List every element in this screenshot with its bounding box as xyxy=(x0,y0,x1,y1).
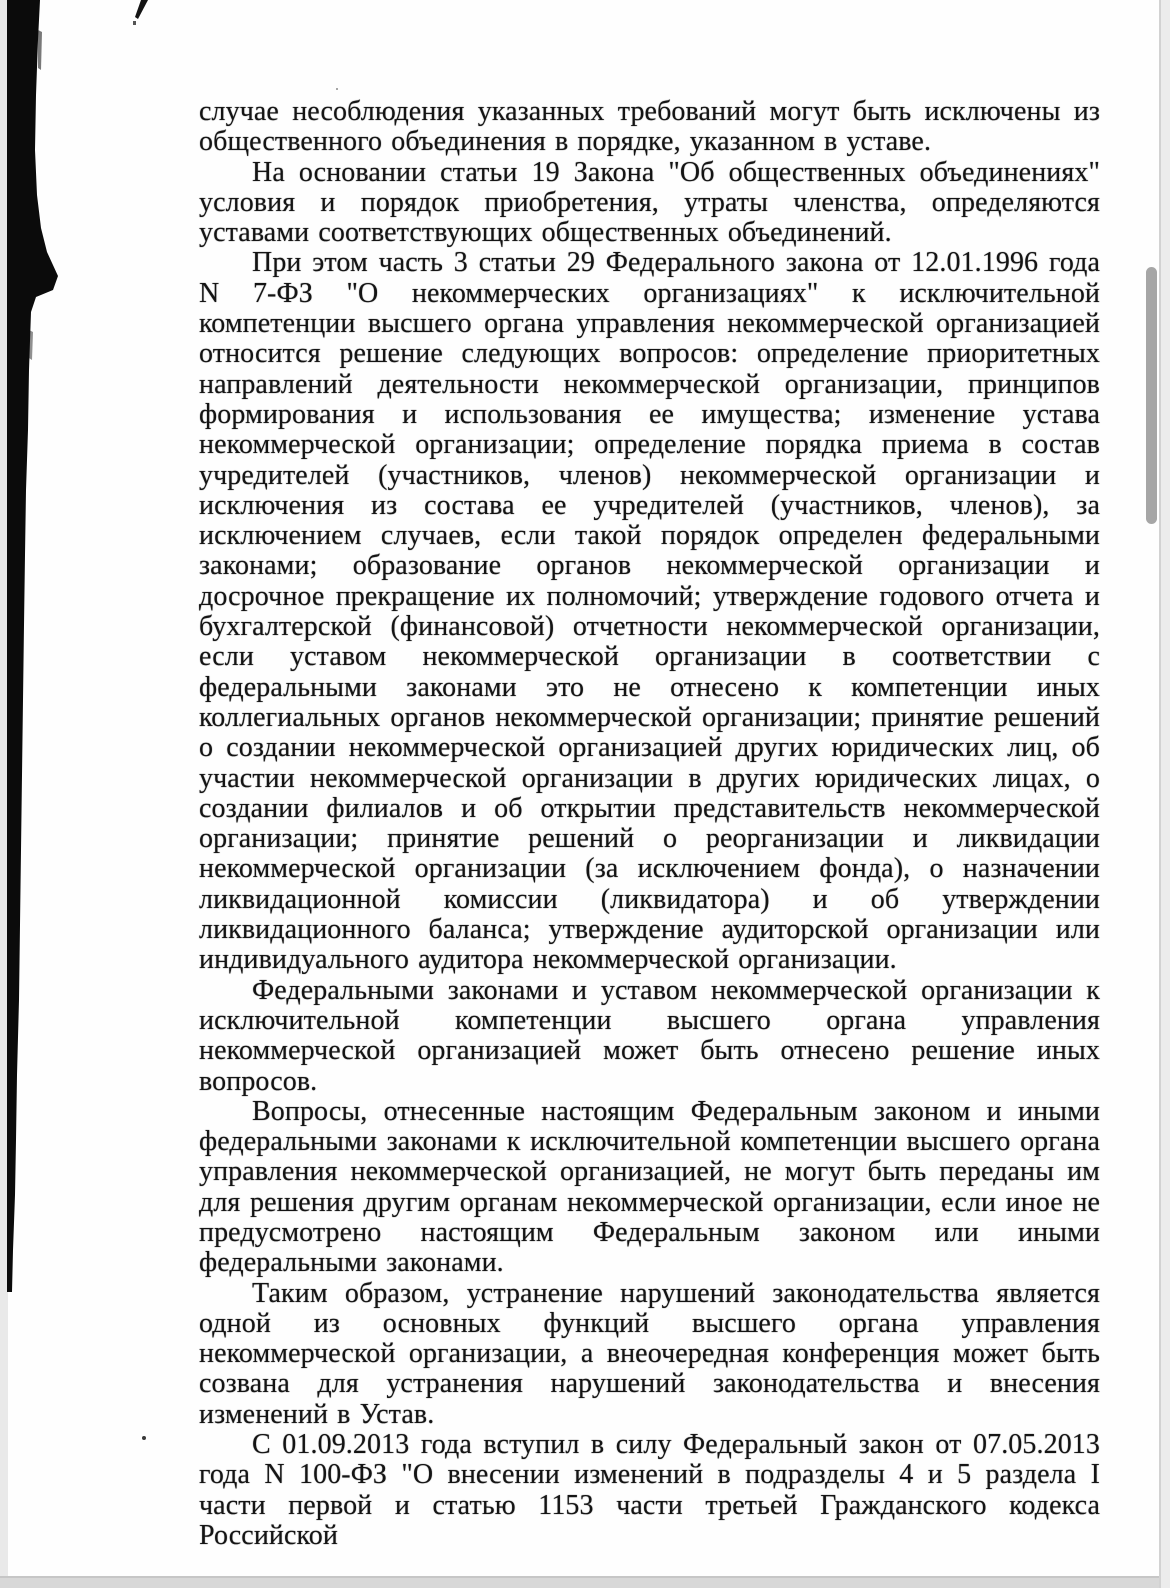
paragraph: случае несоблюдения указанных требований могут быть исключены из общественного объединения в порядке, указанном в уставе. xyxy=(199,96,1100,158)
paragraph: На основании статьи 19 Закона "Об общественных объединениях" условия и порядок приобретения, утраты членства, определяются уставами соответствующих общественных объединений. xyxy=(199,156,1100,249)
paragraph: Федеральными законами и уставом некоммерческой организации к исключительной компетенции высшего органа управления некоммерческой организацией может быть отнесено решение иных вопросов. xyxy=(199,974,1100,1097)
paragraph: С 01.09.2013 года вступил в силу Федеральный закон от 07.05.2013 года N 100-ФЗ "О внесении изменений в подразделы 4 и 5 раздела I части первой и статью 1153 части третьей Гражданского кодекса Российской xyxy=(199,1429,1100,1551)
scrollbar-track[interactable] xyxy=(1159,0,1170,1588)
scan-speck xyxy=(142,1436,146,1440)
paragraph: При этом часть 3 статьи 29 Федерального закона от 12.01.1996 года N 7-ФЗ "О некоммерческих организациях" к исключительной компетенции высшего органа управления некоммерческой организацией относится решение следующих вопросов: определение приоритетных направлений деятельности некоммерческой организации, принципов формирования и использования ее имущества; изменение устава некоммерческой организации; определение порядка приема в состав учредителей (участников, членов) некоммерческой организации и исключения из состава ее учредителей (участников, членов), за исключением случаев, если такой порядок определен федеральными законами; образование органов некоммерческой организации и досрочное прекращение их полномочий; утверждение годового отчета и бухгалтерской (финансовой) отчетности некоммерческой организации, если уставом некоммерческой организации в соответствии с федеральными законами это не отнесено к компетенции иных коллегиальных органов некоммерческой организации; принятие решений о создании некоммерческой организацией других юридических лиц, об участии некоммерческой организации в других юридических лицах, о создании филиалов и об открытии представительств некоммерческой организации; принятие решений о реорганизации и ликвидации некоммерческой организации (за исключением фонда), о назначении ликвидационной комиссии (ликвидатора) и об утверждении ликвидационного баланса; утверждение аудиторской организации или индивидуального аудитора некоммерческой организации. xyxy=(199,247,1100,976)
paragraph: Таким образом, устранение нарушений законодательства является одной из основных функций высшего органа управления некоммерческой организации, а внеочередная конференция может быть созвана для устранения нарушений законодательства и внесения изменений в Устав. xyxy=(199,1277,1100,1430)
pen-slash-mark xyxy=(130,0,156,30)
document-text xyxy=(199,97,1100,1551)
vertical-scrollbar-thumb[interactable] xyxy=(1146,267,1157,524)
paragraph: Вопросы, отнесенные настоящим Федеральным законом и иными федеральными законами к исключительной компетенции высшего органа управления некоммерческой организацией, не могут быть переданы им для решения другим органам некоммерческой организации, если иное не предусмотрено настоящим Федеральным законом или иными федеральными законами. xyxy=(199,1095,1100,1279)
page-bottom-edge xyxy=(0,1576,1170,1588)
scan-speck xyxy=(336,88,338,90)
scan-artifact-left-band xyxy=(0,0,70,1300)
